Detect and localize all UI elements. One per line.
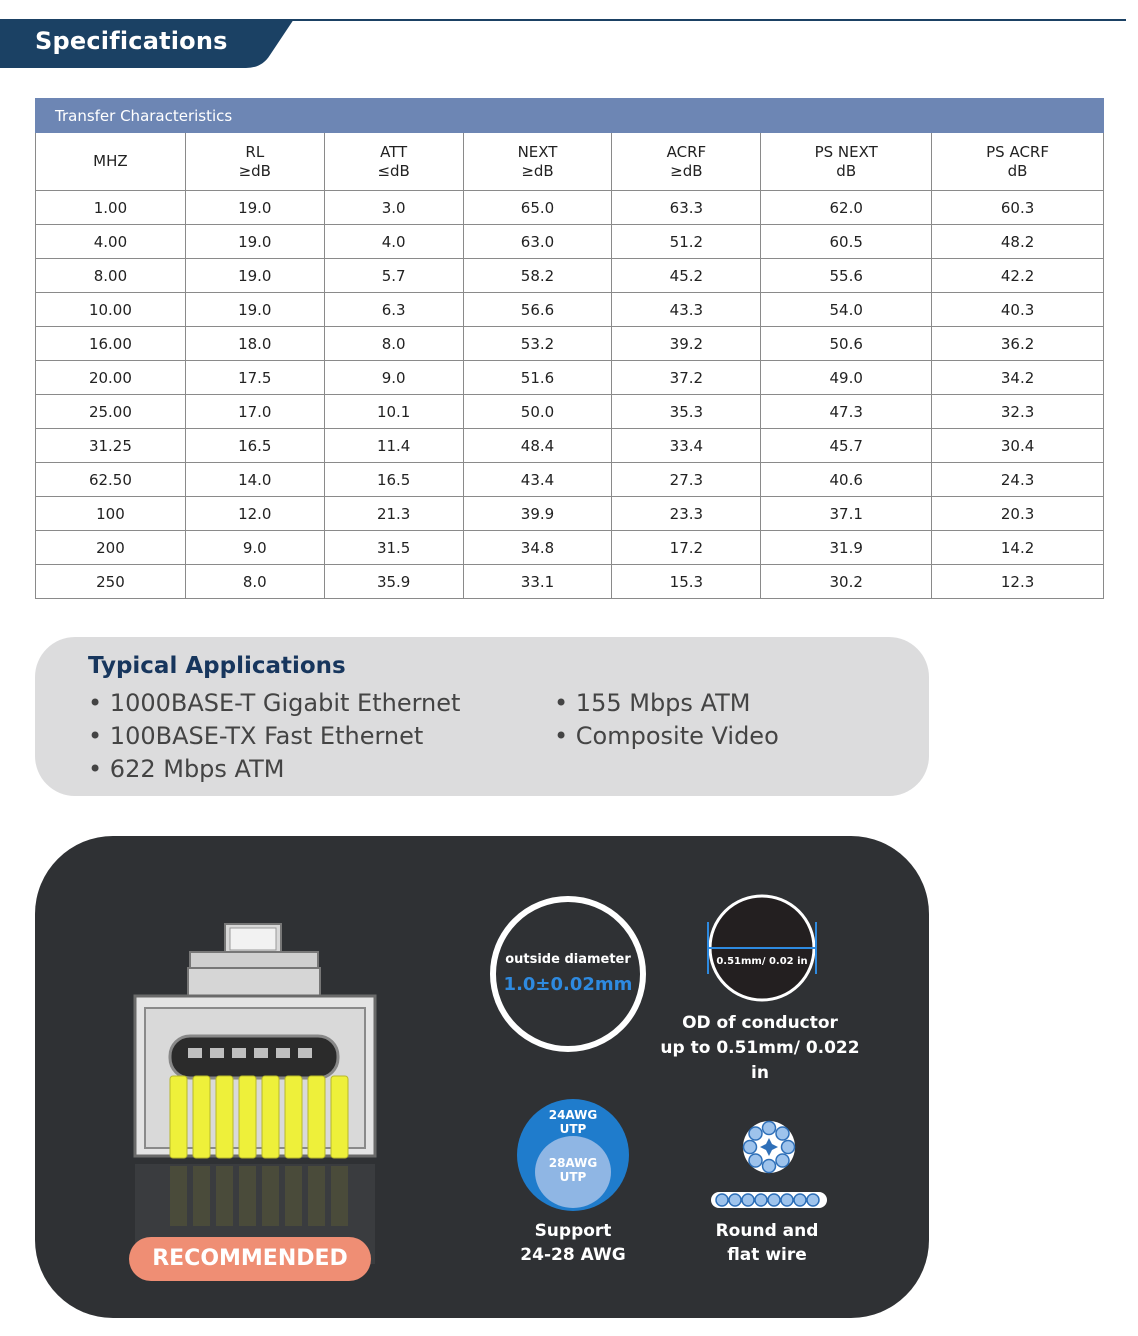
table-cell: 12.0 xyxy=(185,497,324,531)
application-item: • Composite Video xyxy=(554,722,779,750)
table-cell: 4.0 xyxy=(324,225,463,259)
table-cell: 3.0 xyxy=(324,191,463,225)
table-cell: 19.0 xyxy=(185,259,324,293)
table-cell: 27.3 xyxy=(612,463,761,497)
table-cell: 45.2 xyxy=(612,259,761,293)
table-cell: 17.5 xyxy=(185,361,324,395)
table-cell: 50.6 xyxy=(761,327,932,361)
table-cell: 51.2 xyxy=(612,225,761,259)
column-header: RL ≥dB xyxy=(185,133,324,191)
table-cell: 40.3 xyxy=(932,293,1104,327)
table-cell: 10.1 xyxy=(324,395,463,429)
table-cell: 31.5 xyxy=(324,531,463,565)
table-cell: 47.3 xyxy=(761,395,932,429)
table-cell: 60.5 xyxy=(761,225,932,259)
table-cell: 5.7 xyxy=(324,259,463,293)
table-row xyxy=(36,327,1104,361)
table-cell: 62.50 xyxy=(36,463,186,497)
awg-inner-label: 28AWG UTP xyxy=(548,1156,598,1184)
column-header: NEXT ≥dB xyxy=(463,133,612,191)
table-cell: 21.3 xyxy=(324,497,463,531)
feature-panel xyxy=(35,836,929,1318)
table-cell: 23.3 xyxy=(612,497,761,531)
table-cell: 37.1 xyxy=(761,497,932,531)
conductor-dimension-label: 0.51mm/ 0.02 in xyxy=(716,956,808,967)
table-caption: Transfer Characteristics xyxy=(36,99,1104,133)
table-cell: 48.2 xyxy=(932,225,1104,259)
typical-applications-panel xyxy=(35,637,929,796)
table-cell: 45.7 xyxy=(761,429,932,463)
table-cell: 34.8 xyxy=(463,531,612,565)
flat-wire-icon xyxy=(711,1192,827,1208)
table-cell: 16.5 xyxy=(324,463,463,497)
table-row xyxy=(36,463,1104,497)
outside-diameter-badge xyxy=(490,896,646,1052)
table-cell: 4.00 xyxy=(36,225,186,259)
table-cell: 19.0 xyxy=(185,225,324,259)
table-cell: 62.0 xyxy=(761,191,932,225)
table-cell: 65.0 xyxy=(463,191,612,225)
table-cell: 35.9 xyxy=(324,565,463,599)
table-cell: 15.3 xyxy=(612,565,761,599)
table-row xyxy=(36,497,1104,531)
table-cell: 1.00 xyxy=(36,191,186,225)
table-cell: 19.0 xyxy=(185,293,324,327)
table-cell: 25.00 xyxy=(36,395,186,429)
column-header: PS NEXT dB xyxy=(761,133,932,191)
wire-caption: Round and flat wire xyxy=(715,1221,819,1265)
table-cell: 33.4 xyxy=(612,429,761,463)
recommended-badge: RECOMMENDED xyxy=(129,1237,371,1281)
table-row xyxy=(36,259,1104,293)
application-item: • 100BASE-TX Fast Ethernet xyxy=(88,722,424,750)
column-header: ATT ≤dB xyxy=(324,133,463,191)
table-row xyxy=(36,361,1104,395)
table-cell: 37.2 xyxy=(612,361,761,395)
table-cell: 56.6 xyxy=(463,293,612,327)
table-cell: 11.4 xyxy=(324,429,463,463)
table-cell: 40.6 xyxy=(761,463,932,497)
table-cell: 31.9 xyxy=(761,531,932,565)
table-cell: 24.3 xyxy=(932,463,1104,497)
outside-diameter-label: outside diameter xyxy=(505,952,631,967)
column-header: MHZ xyxy=(36,133,186,191)
table-cell: 33.1 xyxy=(463,565,612,599)
table-cell: 63.0 xyxy=(463,225,612,259)
conductor-circle-icon xyxy=(703,894,821,1002)
table-cell: 53.2 xyxy=(463,327,612,361)
table-cell: 17.2 xyxy=(612,531,761,565)
table-cell: 48.4 xyxy=(463,429,612,463)
table-cell: 9.0 xyxy=(324,361,463,395)
table-cell: 8.00 xyxy=(36,259,186,293)
table-cell: 42.2 xyxy=(932,259,1104,293)
table-body xyxy=(36,191,1104,599)
table-header-row xyxy=(36,133,1104,191)
table-cell: 9.0 xyxy=(185,531,324,565)
table-cell: 55.6 xyxy=(761,259,932,293)
table-cell: 18.0 xyxy=(185,327,324,361)
awg-inner-circle xyxy=(535,1136,611,1208)
applications-list-right xyxy=(554,687,779,753)
table-cell: 58.2 xyxy=(463,259,612,293)
table-cell: 17.0 xyxy=(185,395,324,429)
table-cell: 20.3 xyxy=(932,497,1104,531)
table-cell: 63.3 xyxy=(612,191,761,225)
table-cell: 50.0 xyxy=(463,395,612,429)
table-cell: 8.0 xyxy=(324,327,463,361)
application-item: • 155 Mbps ATM xyxy=(554,689,751,717)
table-cell: 16.5 xyxy=(185,429,324,463)
applications-title: Typical Applications xyxy=(88,653,346,679)
application-item: • 1000BASE-T Gigabit Ethernet xyxy=(88,689,461,717)
table-cell: 20.00 xyxy=(36,361,186,395)
table-row xyxy=(36,395,1104,429)
table-row xyxy=(36,429,1104,463)
table-cell: 8.0 xyxy=(185,565,324,599)
table-cell: 39.2 xyxy=(612,327,761,361)
table-cell: 35.3 xyxy=(612,395,761,429)
awg-outer-label: 24AWG UTP xyxy=(548,1108,598,1136)
table-row xyxy=(36,565,1104,599)
table-cell: 30.4 xyxy=(932,429,1104,463)
table-cell: 12.3 xyxy=(932,565,1104,599)
table-cell: 31.25 xyxy=(36,429,186,463)
column-header: ACRF ≥dB xyxy=(612,133,761,191)
table-cell: 49.0 xyxy=(761,361,932,395)
round-wire-icon xyxy=(743,1121,795,1173)
header-rule xyxy=(280,19,1126,21)
table-cell: 32.3 xyxy=(932,395,1104,429)
table-cell: 16.00 xyxy=(36,327,186,361)
awg-badge xyxy=(517,1099,629,1211)
table-row xyxy=(36,225,1104,259)
round-and-flat-wire-icon xyxy=(707,1116,831,1212)
column-header: PS ACRF dB xyxy=(932,133,1104,191)
table-cell: 60.3 xyxy=(932,191,1104,225)
table-cell: 30.2 xyxy=(761,565,932,599)
table-cell: 51.6 xyxy=(463,361,612,395)
table-cell: 200 xyxy=(36,531,186,565)
table-row xyxy=(36,531,1104,565)
application-item: • 622 Mbps ATM xyxy=(88,755,285,783)
table-cell: 43.3 xyxy=(612,293,761,327)
conductor-caption: OD of conductor up to 0.51mm/ 0.022 in xyxy=(660,1013,860,1083)
table-cell: 36.2 xyxy=(932,327,1104,361)
table-cell: 14.0 xyxy=(185,463,324,497)
table-cell: 10.00 xyxy=(36,293,186,327)
table-cell: 14.2 xyxy=(932,531,1104,565)
transfer-characteristics-table xyxy=(35,98,1104,599)
table-cell: 6.3 xyxy=(324,293,463,327)
table-cell: 100 xyxy=(36,497,186,531)
table-row xyxy=(36,293,1104,327)
outside-diameter-value: 1.0±0.02mm xyxy=(503,974,633,995)
table-cell: 43.4 xyxy=(463,463,612,497)
table-row xyxy=(36,191,1104,225)
table-cell: 54.0 xyxy=(761,293,932,327)
page-title: Specifications xyxy=(35,27,228,55)
table-cell: 19.0 xyxy=(185,191,324,225)
applications-list-left xyxy=(88,687,460,786)
awg-caption: Support 24-28 AWG xyxy=(520,1221,626,1265)
table-cell: 39.9 xyxy=(463,497,612,531)
table-cell: 250 xyxy=(36,565,186,599)
table-cell: 34.2 xyxy=(932,361,1104,395)
